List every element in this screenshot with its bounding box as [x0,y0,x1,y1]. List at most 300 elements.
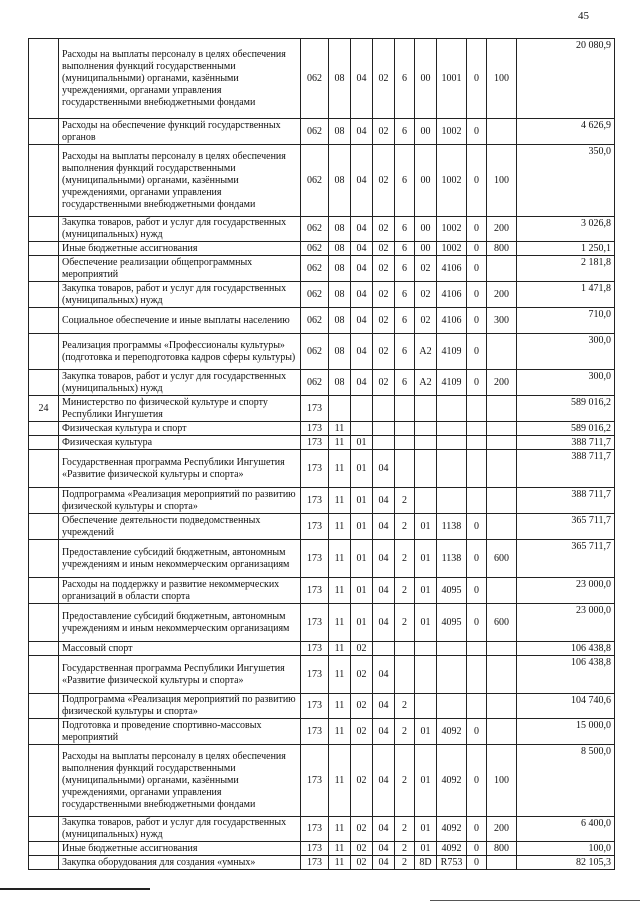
table-body [29,39,615,870]
code-cell [373,396,395,422]
code-cell: 173 [301,422,329,436]
amount-cell: 589 016,2 [517,422,615,436]
code-cell: 4092 [437,719,467,745]
row-index [29,540,59,578]
page-number: 45 [578,10,589,22]
code-cell [415,422,437,436]
code-cell: 04 [351,282,373,308]
code-cell: 02 [373,256,395,282]
code-cell: 2 [395,856,415,870]
code-cell [487,450,517,488]
code-cell: 173 [301,450,329,488]
code-cell [487,656,517,694]
code-cell: 0 [467,217,487,242]
row-index [29,145,59,217]
code-cell: 08 [329,119,351,145]
code-cell: 4095 [437,604,467,642]
amount-cell: 4 626,9 [517,119,615,145]
code-cell [487,334,517,370]
code-cell: 062 [301,242,329,256]
code-cell: 02 [373,39,395,119]
code-cell: 062 [301,334,329,370]
amount-cell: 365 711,7 [517,540,615,578]
table-row [29,488,615,514]
code-cell: 062 [301,282,329,308]
code-cell: 11 [329,856,351,870]
code-cell: 2 [395,514,415,540]
code-cell: 04 [373,856,395,870]
code-cell: 04 [373,578,395,604]
row-name: Расходы на поддержку и развитие некоммерческих организаций в области спорта [59,578,301,604]
code-cell: 02 [351,745,373,817]
code-cell: 11 [329,817,351,842]
code-cell: 00 [415,119,437,145]
code-cell: 02 [415,308,437,334]
code-cell: 6 [395,242,415,256]
code-cell: 200 [487,217,517,242]
code-cell: 173 [301,396,329,422]
code-cell: 01 [351,604,373,642]
code-cell: 11 [329,488,351,514]
table-row [29,719,615,745]
table-row [29,642,615,656]
code-cell: 08 [329,39,351,119]
code-cell: 04 [351,145,373,217]
code-cell [415,694,437,719]
row-index [29,450,59,488]
code-cell [487,396,517,422]
row-name: Министерство по физической культуре и спорту Республики Ингушетия [59,396,301,422]
row-index [29,745,59,817]
code-cell: 01 [415,540,437,578]
row-index [29,242,59,256]
row-index [29,856,59,870]
row-name: Подпрограмма «Реализация мероприятий по развитию физической культуры и спорта» [59,488,301,514]
amount-cell: 23 000,0 [517,578,615,604]
code-cell [395,642,415,656]
code-cell: 04 [373,488,395,514]
code-cell: 173 [301,842,329,856]
row-name: Массовый спорт [59,642,301,656]
code-cell: 01 [415,842,437,856]
code-cell [415,642,437,656]
code-cell [329,396,351,422]
code-cell [487,642,517,656]
code-cell [373,436,395,450]
code-cell: 4106 [437,308,467,334]
code-cell: 01 [351,578,373,604]
code-cell: 04 [351,242,373,256]
code-cell: 4109 [437,370,467,396]
code-cell: 11 [329,422,351,436]
code-cell: 1138 [437,540,467,578]
code-cell: 04 [373,842,395,856]
code-cell: 02 [373,217,395,242]
amount-cell: 82 105,3 [517,856,615,870]
code-cell: 2 [395,694,415,719]
amount-cell: 388 711,7 [517,436,615,450]
row-name: Расходы на выплаты персоналу в целях обеспечения выполнения функций государственными (муниципальными) органами, казёнными учреждениями, органами управления государственными внебюджетными фондами [59,145,301,217]
code-cell: 01 [415,578,437,604]
code-cell: 200 [487,370,517,396]
code-cell: R753 [437,856,467,870]
table-row [29,694,615,719]
amount-cell: 106 438,8 [517,656,615,694]
code-cell: 01 [351,514,373,540]
code-cell: 04 [373,817,395,842]
code-cell [415,450,437,488]
code-cell: 11 [329,842,351,856]
row-name: Иные бюджетные ассигнования [59,842,301,856]
code-cell: 01 [351,488,373,514]
code-cell: 2 [395,540,415,578]
code-cell: 2 [395,719,415,745]
code-cell: 100 [487,745,517,817]
code-cell [415,656,437,694]
code-cell: 0 [467,817,487,842]
code-cell: 02 [373,242,395,256]
code-cell: 01 [415,514,437,540]
table-row [29,578,615,604]
code-cell [467,450,487,488]
code-cell: 062 [301,370,329,396]
code-cell: 6 [395,39,415,119]
table-row [29,422,615,436]
code-cell: 173 [301,540,329,578]
code-cell [415,488,437,514]
code-cell [437,450,467,488]
code-cell: 1002 [437,242,467,256]
code-cell: A2 [415,334,437,370]
code-cell [487,436,517,450]
code-cell: 08 [329,370,351,396]
row-index [29,604,59,642]
code-cell [487,856,517,870]
amount-cell: 365 711,7 [517,514,615,540]
amount-cell: 106 438,8 [517,642,615,656]
code-cell: 04 [351,370,373,396]
table-row [29,145,615,217]
code-cell [487,488,517,514]
code-cell: 01 [351,540,373,578]
code-cell: 11 [329,604,351,642]
code-cell: 01 [351,436,373,450]
code-cell [467,656,487,694]
code-cell: 062 [301,119,329,145]
code-cell: 0 [467,719,487,745]
code-cell [395,396,415,422]
row-name: Расходы на выплаты персоналу в целях обеспечения выполнения функций государственными (муниципальными) органами, казёнными учреждениями, органами управления государственными внебюджетными фондами [59,745,301,817]
code-cell: 173 [301,514,329,540]
code-cell: 02 [351,842,373,856]
row-index [29,282,59,308]
code-cell [467,422,487,436]
code-cell: 173 [301,436,329,450]
row-name: Закупка оборудования для создания «умных» [59,856,301,870]
row-name: Социальное обеспечение и иные выплаты населению [59,308,301,334]
code-cell: 2 [395,604,415,642]
table-row [29,334,615,370]
table-row [29,119,615,145]
code-cell: 02 [373,334,395,370]
code-cell: 01 [351,450,373,488]
code-cell: 6 [395,217,415,242]
code-cell: 0 [467,39,487,119]
code-cell: 6 [395,334,415,370]
code-cell [487,578,517,604]
code-cell: 173 [301,578,329,604]
code-cell: 04 [351,308,373,334]
code-cell: 08 [329,145,351,217]
code-cell [467,642,487,656]
code-cell [487,514,517,540]
code-cell: 04 [351,256,373,282]
code-cell: 2 [395,578,415,604]
amount-cell: 3 026,8 [517,217,615,242]
code-cell: 01 [415,604,437,642]
code-cell: 0 [467,514,487,540]
code-cell: 300 [487,308,517,334]
code-cell: 0 [467,145,487,217]
row-name: Подготовка и проведение спортивно-массовых мероприятий [59,719,301,745]
row-index [29,656,59,694]
code-cell: 08 [329,308,351,334]
table-row [29,217,615,242]
row-name: Закупка товаров, работ и услуг для государственных (муниципальных) нужд [59,817,301,842]
code-cell [437,436,467,450]
code-cell: 0 [467,242,487,256]
code-cell: 00 [415,145,437,217]
code-cell: 062 [301,217,329,242]
code-cell: 11 [329,656,351,694]
code-cell [467,436,487,450]
code-cell: 04 [373,450,395,488]
row-name: Подпрограмма «Реализация мероприятий по развитию физической культуры и спорта» [59,694,301,719]
amount-cell: 8 500,0 [517,745,615,817]
code-cell: 173 [301,745,329,817]
code-cell: 1002 [437,119,467,145]
code-cell: 04 [351,334,373,370]
footer-rule [0,888,150,890]
code-cell: 173 [301,642,329,656]
code-cell [437,656,467,694]
code-cell [415,436,437,450]
code-cell: 0 [467,370,487,396]
code-cell: 04 [373,745,395,817]
amount-cell: 6 400,0 [517,817,615,842]
code-cell: 01 [415,817,437,842]
row-name: Реализация программы «Профессионалы культуры» (подготовка и переподготовка кадров сферы культуры) [59,334,301,370]
code-cell: 11 [329,745,351,817]
code-cell: 0 [467,308,487,334]
code-cell: 600 [487,540,517,578]
table-row [29,540,615,578]
amount-cell: 350,0 [517,145,615,217]
code-cell: 173 [301,604,329,642]
code-cell: 02 [351,656,373,694]
amount-cell: 388 711,7 [517,450,615,488]
amount-cell: 100,0 [517,842,615,856]
code-cell: 0 [467,334,487,370]
table-row [29,514,615,540]
code-cell: 11 [329,578,351,604]
code-cell: 4106 [437,256,467,282]
code-cell: 062 [301,256,329,282]
table-row [29,817,615,842]
code-cell: 04 [373,604,395,642]
code-cell: 0 [467,119,487,145]
amount-cell: 23 000,0 [517,604,615,642]
table-row [29,308,615,334]
amount-cell: 710,0 [517,308,615,334]
row-name: Предоставление субсидий бюджетным, автономным учреждениям и иным некоммерческим организациям [59,540,301,578]
code-cell [437,396,467,422]
code-cell: 062 [301,39,329,119]
code-cell: 01 [415,745,437,817]
row-name: Государственная программа Республики Ингушетия «Развитие физической культуры и спорта» [59,450,301,488]
code-cell: 04 [351,39,373,119]
code-cell: 6 [395,370,415,396]
code-cell: 02 [351,719,373,745]
code-cell [395,422,415,436]
code-cell: 1001 [437,39,467,119]
code-cell: 6 [395,282,415,308]
code-cell: A2 [415,370,437,396]
code-cell: 00 [415,39,437,119]
amount-cell: 1 250,1 [517,242,615,256]
code-cell: 100 [487,39,517,119]
row-name: Физическая культура и спорт [59,422,301,436]
code-cell: 0 [467,745,487,817]
row-index [29,39,59,119]
table-row [29,745,615,817]
code-cell: 00 [415,242,437,256]
code-cell: 04 [351,119,373,145]
row-index: 24 [29,396,59,422]
code-cell: 200 [487,282,517,308]
code-cell: 0 [467,578,487,604]
table-row [29,282,615,308]
row-name: Предоставление субсидий бюджетным, автономным учреждениям и иным некоммерческим организациям [59,604,301,642]
code-cell [395,656,415,694]
code-cell: 11 [329,436,351,450]
code-cell [487,694,517,719]
code-cell: 173 [301,817,329,842]
code-cell [351,422,373,436]
code-cell: 4092 [437,842,467,856]
code-cell: 4095 [437,578,467,604]
code-cell: 02 [351,642,373,656]
code-cell: 2 [395,817,415,842]
code-cell [437,422,467,436]
code-cell: 0 [467,856,487,870]
code-cell: 0 [467,842,487,856]
footer-rule-right [430,900,640,901]
row-name: Расходы на обеспечение функций государственных органов [59,119,301,145]
row-name: Закупка товаров, работ и услуг для государственных (муниципальных) нужд [59,217,301,242]
table-row [29,396,615,422]
code-cell [395,436,415,450]
code-cell: 0 [467,540,487,578]
code-cell [437,488,467,514]
code-cell [487,256,517,282]
code-cell [467,396,487,422]
code-cell: 4109 [437,334,467,370]
amount-cell: 300,0 [517,334,615,370]
table-row [29,436,615,450]
code-cell [467,694,487,719]
code-cell: 6 [395,256,415,282]
row-index [29,642,59,656]
row-name: Государственная программа Республики Ингушетия «Развитие физической культуры и спорта» [59,656,301,694]
code-cell [415,396,437,422]
code-cell: 01 [415,719,437,745]
code-cell [373,642,395,656]
code-cell: 02 [415,256,437,282]
code-cell: 00 [415,217,437,242]
code-cell: 11 [329,450,351,488]
code-cell: 11 [329,514,351,540]
row-index [29,817,59,842]
code-cell: 173 [301,488,329,514]
code-cell: 11 [329,719,351,745]
code-cell: 173 [301,656,329,694]
row-name: Расходы на выплаты персоналу в целях обеспечения выполнения функций государственными (муниципальными) органами, казёнными учреждениями, органами управления государственными внебюджетными фондами [59,39,301,119]
row-index [29,334,59,370]
budget-table [28,38,615,870]
code-cell: 0 [467,604,487,642]
row-index [29,256,59,282]
row-index [29,842,59,856]
row-index [29,719,59,745]
code-cell [373,422,395,436]
code-cell: 173 [301,694,329,719]
code-cell: 02 [415,282,437,308]
code-cell: 8D [415,856,437,870]
row-name: Закупка товаров, работ и услуг для государственных (муниципальных) нужд [59,282,301,308]
code-cell: 2 [395,745,415,817]
amount-cell: 589 016,2 [517,396,615,422]
code-cell: 6 [395,145,415,217]
code-cell: 173 [301,719,329,745]
code-cell: 100 [487,145,517,217]
row-name: Иные бюджетные ассигнования [59,242,301,256]
code-cell: 11 [329,694,351,719]
code-cell: 02 [351,694,373,719]
code-cell: 02 [373,145,395,217]
code-cell [487,119,517,145]
row-index [29,370,59,396]
code-cell: 062 [301,308,329,334]
row-index [29,694,59,719]
table-row [29,842,615,856]
code-cell: 2 [395,842,415,856]
table-row [29,256,615,282]
code-cell [395,450,415,488]
code-cell: 02 [373,282,395,308]
row-index [29,488,59,514]
code-cell: 062 [301,145,329,217]
code-cell: 02 [351,817,373,842]
table-row [29,656,615,694]
code-cell [487,422,517,436]
amount-cell: 15 000,0 [517,719,615,745]
code-cell: 0 [467,282,487,308]
code-cell: 08 [329,242,351,256]
amount-cell: 300,0 [517,370,615,396]
code-cell: 6 [395,119,415,145]
table-row [29,242,615,256]
